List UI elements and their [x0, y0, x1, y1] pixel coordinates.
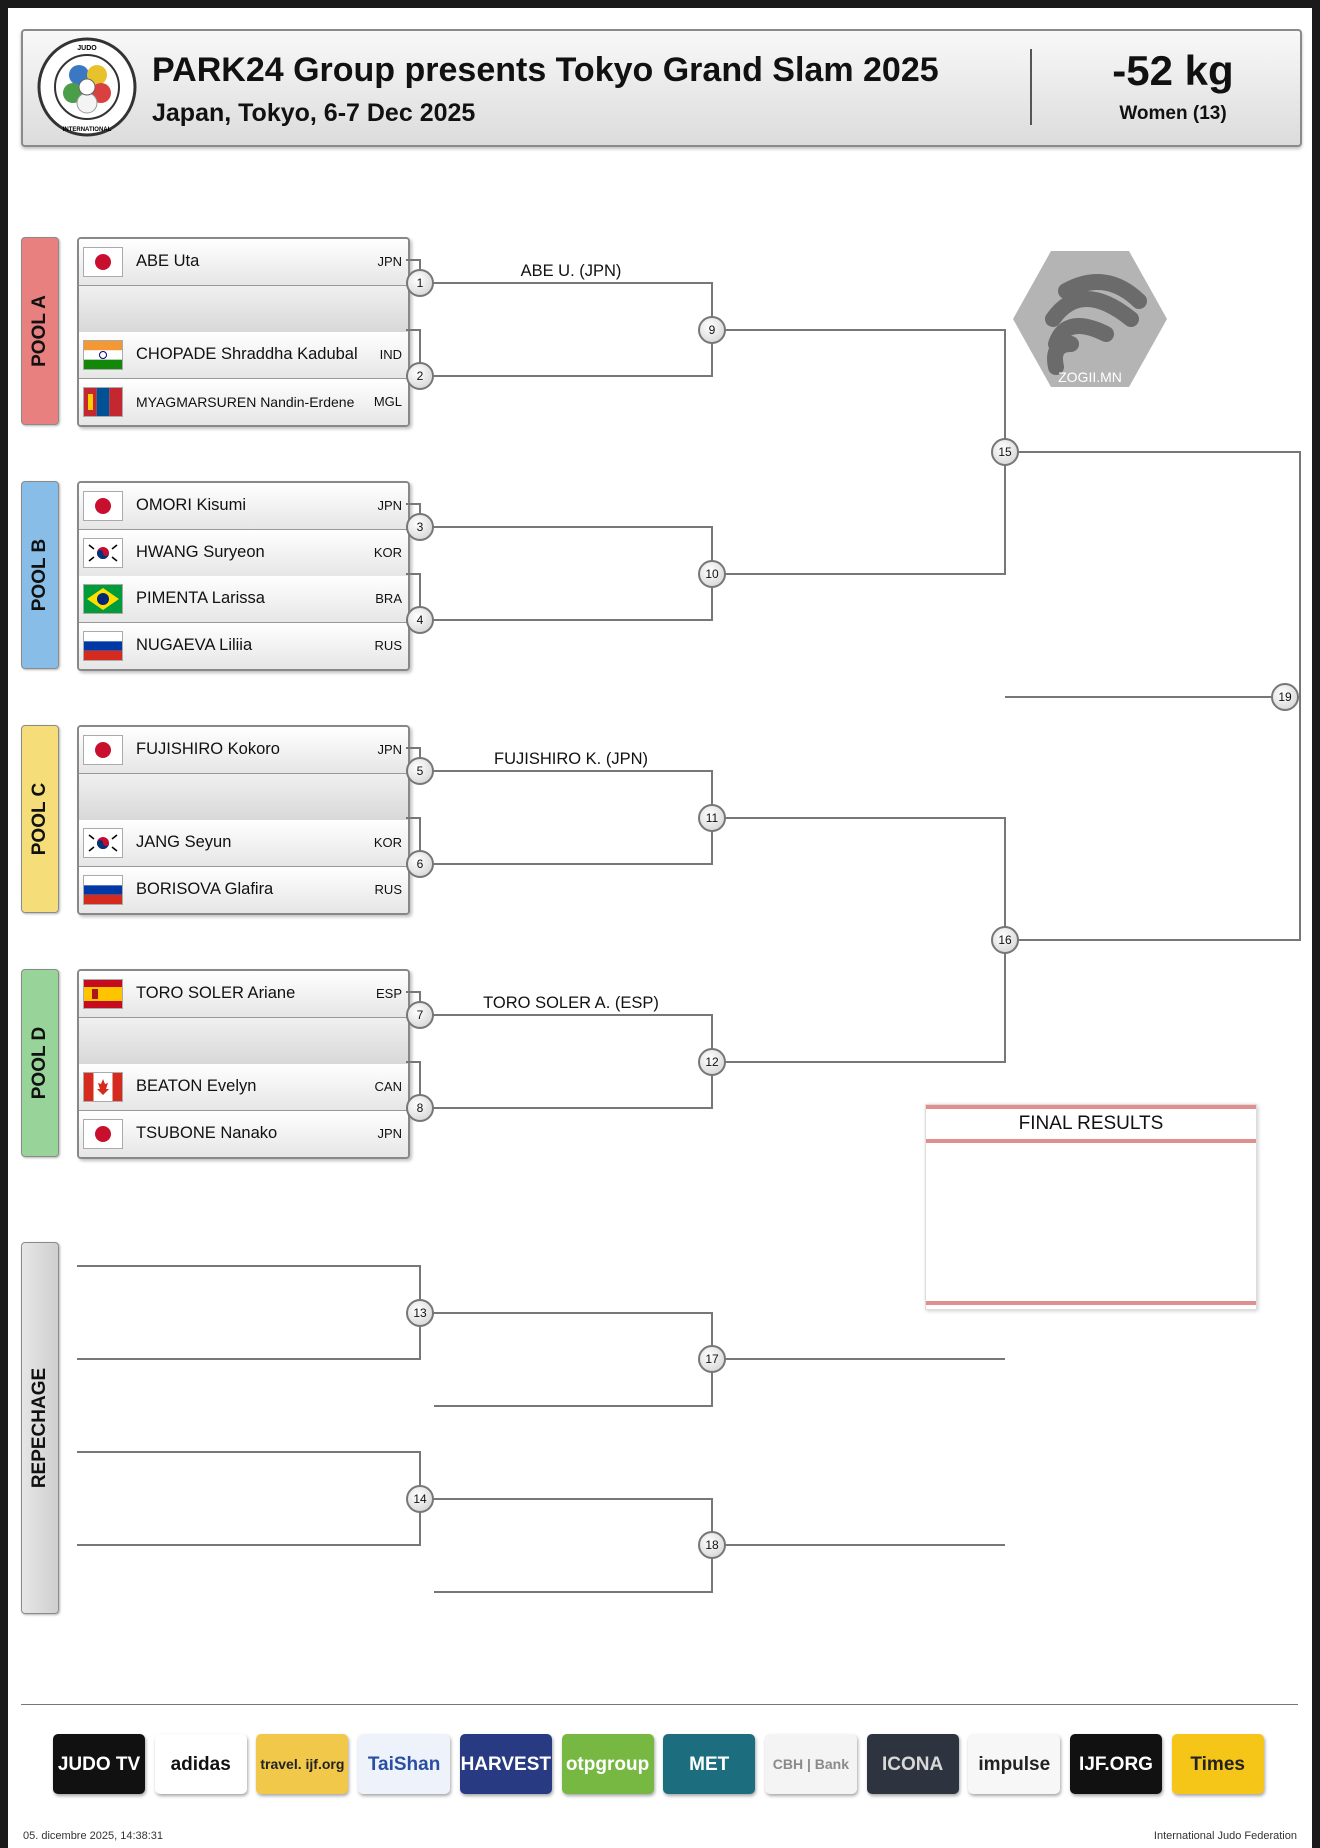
winner-match-7: TORO SOLER A. (ESP) [483, 994, 659, 1012]
pool-c-label: POOL C [29, 782, 50, 856]
athlete-name: MYAGMARSUREN Nandin-Erdene [136, 393, 355, 410]
pool-a-label: POOL A [29, 295, 50, 367]
match-node-3: 3 [406, 513, 434, 541]
sponsor-logo: MET [663, 1734, 755, 1794]
athlete-nationality: KOR [373, 835, 402, 850]
sponsor-logo: Times [1172, 1734, 1264, 1794]
sponsor-logo: ICONA [867, 1734, 959, 1794]
athlete-name: HWANG Suryeon [136, 542, 265, 561]
athlete-name: TORO SOLER Ariane [136, 984, 296, 1002]
athlete-name: CHOPADE Shraddha Kadubal [136, 345, 358, 363]
athlete-nationality: KOR [373, 544, 402, 560]
athlete-nationality: IND [379, 347, 402, 362]
athlete-name: OMORI Kisumi [136, 496, 247, 514]
final-results-top-rule [926, 1105, 1256, 1109]
athlete-nationality: JPN [377, 1125, 402, 1141]
final-results-bottom-rule [926, 1301, 1256, 1305]
zogii-watermark-icon [1011, 249, 1169, 389]
sponsor-logo: otpgroup [562, 1734, 654, 1794]
print-timestamp: 05. dicembre 2025, 14:38:31 [23, 1830, 164, 1842]
athlete-nationality: RUS [374, 881, 402, 897]
footer-divider [21, 1704, 1298, 1705]
match-node-13: 13 [406, 1299, 434, 1327]
final-results-panel [925, 1104, 1257, 1310]
match-node-18: 18 [698, 1531, 726, 1559]
athlete-name: JANG Seyun [136, 833, 232, 851]
sponsor-logo: CBH | Bank [765, 1734, 857, 1794]
match-node-14: 14 [406, 1485, 434, 1513]
match-node-12: 12 [698, 1048, 726, 1076]
athlete-nationality: CAN [374, 1079, 402, 1094]
match-node-19: 19 [1271, 683, 1299, 711]
athlete-nationality: BRA [375, 591, 402, 606]
match-node-6: 6 [406, 850, 434, 878]
svg-text:INTERNATIONAL: INTERNATIONAL [62, 127, 112, 133]
athlete-nationality: MGL [373, 393, 402, 409]
sponsor-logo: HARVEST [460, 1734, 552, 1794]
match-node-5: 5 [406, 757, 434, 785]
athlete-name: BORISOVA Glafira [136, 879, 274, 898]
match-node-11: 11 [698, 804, 726, 832]
match-node-15: 15 [991, 438, 1019, 466]
athlete-name: ABE Uta [136, 252, 200, 270]
match-node-4: 4 [406, 606, 434, 634]
match-node-8: 8 [406, 1094, 434, 1122]
match-node-17: 17 [698, 1345, 726, 1373]
match-node-9: 9 [698, 316, 726, 344]
match-node-2: 2 [406, 362, 434, 390]
sponsor-logo: JUDO TV [53, 1734, 145, 1794]
athlete-nationality: JPN [377, 498, 402, 513]
final-results-header-rule [926, 1139, 1256, 1143]
athlete-name: NUGAEVA Liliia [136, 635, 253, 654]
pool-b-label: POOL B [29, 538, 50, 612]
event-title: PARK24 Group presents Tokyo Grand Slam 2025 [152, 51, 939, 89]
svg-text:JUDO: JUDO [77, 45, 97, 52]
athlete-name: PIMENTA Larissa [136, 589, 265, 607]
sponsor-logo: adidas [155, 1734, 247, 1794]
sponsor-logo: travel. ijf.org [256, 1734, 348, 1794]
match-node-1: 1 [406, 269, 434, 297]
sponsor-logo: IJF.ORG [1070, 1734, 1162, 1794]
match-node-16: 16 [991, 926, 1019, 954]
athlete-nationality: ESP [375, 986, 402, 1001]
athlete-name: TSUBONE Nanako [136, 1123, 278, 1142]
final-results-title: FINAL RESULTS [1018, 1113, 1164, 1134]
weight-class: -52 kg [1112, 47, 1234, 94]
sponsor-logo: impulse [968, 1734, 1060, 1794]
athlete-nationality: JPN [377, 742, 402, 757]
footer-organization: International Judo Federation [1153, 1830, 1297, 1842]
repechage-label: REPECHAGE [29, 1367, 50, 1489]
athlete-name: BEATON Evelyn [136, 1077, 257, 1095]
pool-d-label: POOL D [29, 1026, 50, 1100]
sponsor-logo: TaiShan [358, 1734, 450, 1794]
winner-match-1: ABE U. (JPN) [520, 262, 622, 280]
watermark-text: ZOGII.MN [1058, 369, 1122, 385]
athlete-nationality: JPN [377, 254, 402, 269]
athlete-nationality: RUS [374, 637, 402, 653]
event-subtitle: Japan, Tokyo, 6-7 Dec 2025 [152, 99, 476, 127]
match-node-7: 7 [406, 1001, 434, 1029]
category-label: Women (13) [1119, 103, 1227, 124]
match-node-10: 10 [698, 560, 726, 588]
athlete-name: FUJISHIRO Kokoro [136, 740, 280, 758]
winner-match-5: FUJISHIRO K. (JPN) [493, 750, 649, 768]
